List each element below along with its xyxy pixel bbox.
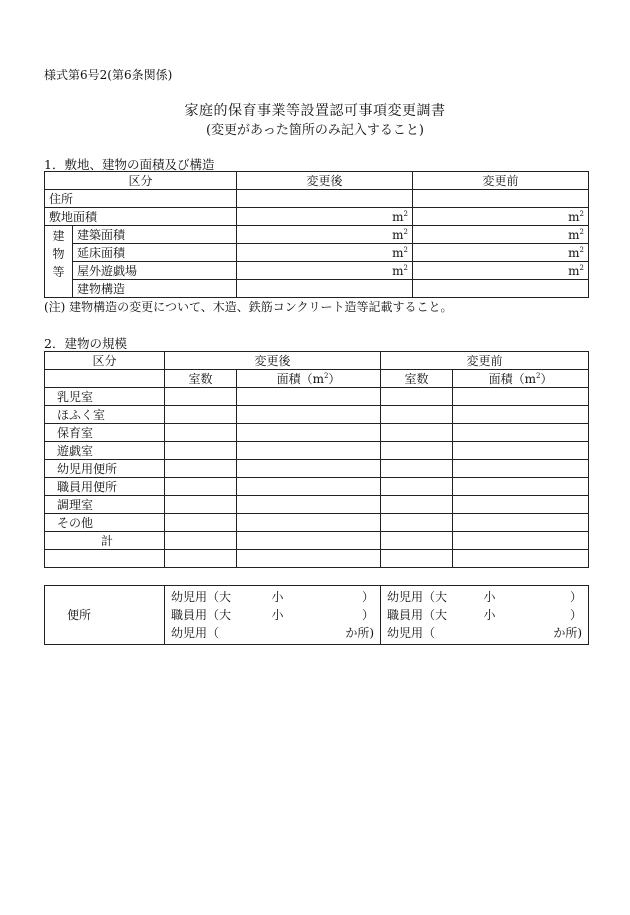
cell[interactable] (165, 442, 237, 460)
cell[interactable] (165, 424, 237, 442)
cell[interactable] (165, 532, 237, 550)
cell[interactable] (237, 388, 381, 406)
toilet-before-cell[interactable]: 幼児用（大 小 ） 職員用（大 小 ） 幼児用（ か所) (381, 586, 589, 645)
row-structure-label: 建物構造 (73, 280, 237, 298)
room-label: 遊戯室 (45, 442, 165, 460)
cell[interactable] (453, 424, 589, 442)
cell[interactable] (165, 460, 237, 478)
toilet-after-cell[interactable]: 幼児用（大 小 ） 職員用（大 小 ） 幼児用（ か所) (165, 586, 381, 645)
document-subtitle: (変更があった箇所のみ記入すること) (205, 123, 424, 138)
table-row (45, 514, 589, 532)
cell[interactable] (381, 460, 453, 478)
cell[interactable] (453, 478, 589, 496)
cell[interactable] (381, 532, 453, 550)
table-row (45, 460, 589, 478)
table-row (45, 532, 589, 550)
outdoor-play-after-cell[interactable]: $m^2$ (237, 262, 413, 280)
cell[interactable] (381, 478, 453, 496)
structure-before-cell[interactable] (413, 280, 589, 298)
cell[interactable] (237, 442, 381, 460)
building-area-before-cell[interactable]: $m^2$ (413, 226, 589, 244)
building-scale-table (44, 351, 589, 568)
header-category: 区分 (45, 352, 165, 370)
form-number: 様式第6号2(第6条関係) (44, 68, 173, 82)
building-area-after-cell[interactable]: $m^2$ (237, 226, 413, 244)
header-rooms-after: 室数 (165, 370, 237, 388)
cell[interactable] (381, 406, 453, 424)
room-label: 調理室 (45, 496, 165, 514)
room-label: ほふく室 (45, 406, 165, 424)
cell[interactable] (453, 514, 589, 532)
room-label: 乳児室 (45, 388, 165, 406)
room-label: 幼児用便所 (45, 460, 165, 478)
outdoor-play-before-cell[interactable]: $m^2$ (413, 262, 589, 280)
site-area-before-cell[interactable]: $m^2$ (413, 208, 589, 226)
section1-heading: 1．敷地、建物の面積及び構造 (44, 157, 215, 172)
toilet-table (44, 585, 589, 645)
header-area-after: 面積$(m^2)$ (237, 370, 381, 388)
header-before: 変更前 (381, 352, 589, 370)
section1-note: (注) 建物構造の変更について、木造、鉄筋コンクリート造等記載すること。 (44, 300, 453, 314)
room-label: その他 (45, 514, 165, 532)
toilet-label: 便所 (45, 586, 165, 645)
table-row (45, 406, 589, 424)
cell[interactable] (165, 478, 237, 496)
cell[interactable] (165, 514, 237, 532)
cell[interactable] (237, 496, 381, 514)
table-row (45, 478, 589, 496)
row-building-area-label: 建築面積 (73, 226, 237, 244)
header-after: 変更後 (237, 172, 413, 190)
site-building-table (44, 171, 589, 298)
cell[interactable] (237, 460, 381, 478)
header-area-before: 面積$(m^2)$ (453, 370, 589, 388)
row-site-area-label: 敷地面積 (45, 208, 237, 226)
table-row (45, 388, 589, 406)
building-group-label: 建 物 等 (45, 226, 73, 298)
address-after-cell[interactable] (237, 190, 413, 208)
cell[interactable] (453, 532, 589, 550)
cell[interactable] (45, 550, 165, 568)
cell[interactable] (237, 514, 381, 532)
total-label: 計 (45, 532, 165, 550)
cell[interactable] (237, 406, 381, 424)
cell[interactable] (165, 496, 237, 514)
cell[interactable] (237, 532, 381, 550)
table-row (45, 496, 589, 514)
cell[interactable] (453, 442, 589, 460)
cell[interactable] (165, 550, 237, 568)
table-row (45, 442, 589, 460)
cell[interactable] (453, 406, 589, 424)
table-row (45, 424, 589, 442)
site-area-after-cell[interactable]: $m^2$ (237, 208, 413, 226)
structure-after-cell[interactable] (237, 280, 413, 298)
row-floor-area-label: 延床面積 (73, 244, 237, 262)
floor-area-before-cell[interactable]: $m^2$ (413, 244, 589, 262)
cell[interactable] (381, 550, 453, 568)
header-blank (45, 370, 165, 388)
floor-area-after-cell[interactable]: $m^2$ (237, 244, 413, 262)
header-rooms-before: 室数 (381, 370, 453, 388)
cell[interactable] (381, 442, 453, 460)
cell[interactable] (165, 388, 237, 406)
header-category: 区分 (45, 172, 237, 190)
room-label: 保育室 (45, 424, 165, 442)
cell[interactable] (237, 550, 381, 568)
cell[interactable] (165, 406, 237, 424)
cell[interactable] (453, 460, 589, 478)
room-label: 職員用便所 (45, 478, 165, 496)
row-outdoor-play-label: 屋外遊戯場 (73, 262, 237, 280)
cell[interactable] (237, 478, 381, 496)
header-after: 変更後 (165, 352, 381, 370)
row-address-label: 住所 (45, 190, 237, 208)
document-title: 家庭的保育事業等設置認可事項変更調書 (184, 103, 446, 119)
address-before-cell[interactable] (413, 190, 589, 208)
header-before: 変更前 (413, 172, 589, 190)
section2-heading: 2．建物の規模 (44, 336, 127, 351)
cell[interactable] (453, 388, 589, 406)
cell[interactable] (381, 388, 453, 406)
cell[interactable] (453, 550, 589, 568)
cell[interactable] (453, 496, 589, 514)
cell[interactable] (381, 424, 453, 442)
cell[interactable] (381, 496, 453, 514)
table-row (45, 550, 589, 568)
cell[interactable] (381, 514, 453, 532)
cell[interactable] (237, 424, 381, 442)
